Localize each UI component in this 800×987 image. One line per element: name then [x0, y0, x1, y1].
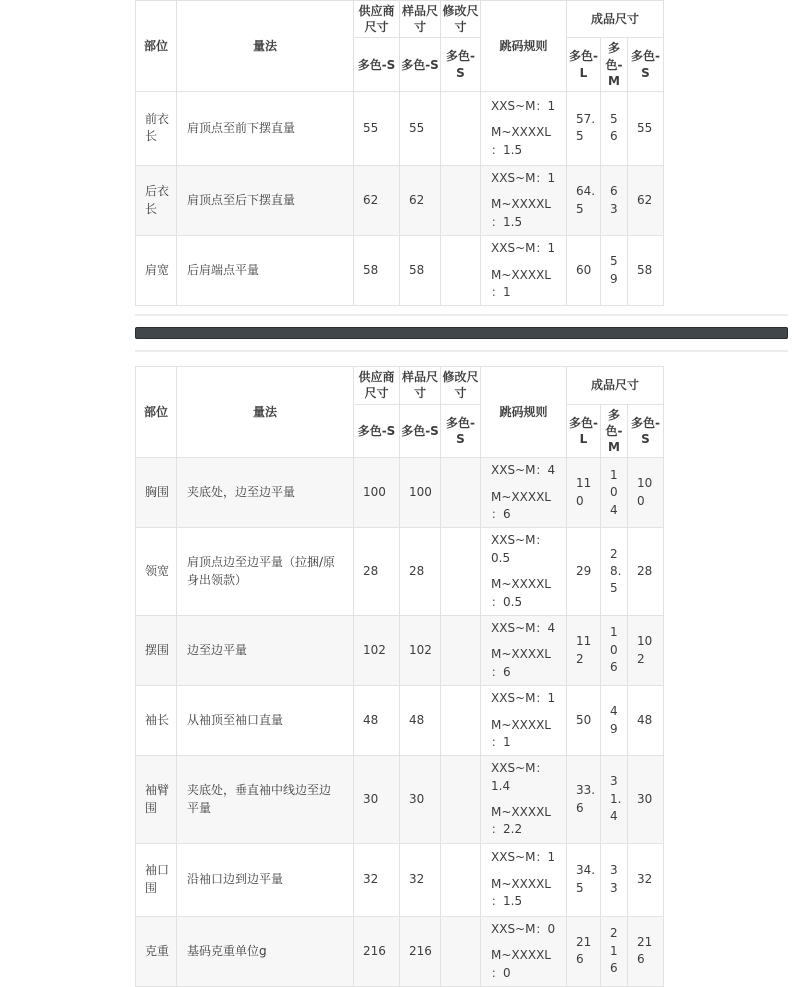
table-row	[136, 615, 664, 685]
subheader-finished-color-l: 多色-L	[567, 404, 601, 458]
subheader-sample-color-s: 多色-S	[400, 404, 441, 458]
finished-size-l-cell: 112	[567, 615, 601, 685]
finished-size-l-cell: 33.6	[567, 756, 601, 844]
finished-size-l-cell: 110	[567, 458, 601, 528]
header-supplier-size: 供应商尺寸	[354, 367, 400, 404]
grading-rule-cell	[481, 458, 567, 528]
finished-size-l-cell: 29	[567, 528, 601, 616]
modify-size-cell	[441, 528, 481, 616]
grading-rule-cell	[481, 916, 567, 986]
modify-size-cell	[441, 916, 481, 986]
measurement-table-bottom	[135, 366, 664, 987]
supplier-size-cell: 58	[354, 236, 400, 306]
sample-size-cell: 28	[400, 528, 441, 616]
subheader-sample-color-s: 多色-S	[400, 38, 441, 92]
modify-size-cell	[441, 236, 481, 306]
table-row	[136, 91, 664, 165]
rule-line: M~XXXXL：1	[491, 717, 551, 749]
finished-size-m-cell: 216	[601, 916, 628, 986]
table-row	[136, 236, 664, 306]
finished-size-s-cell: 30	[628, 756, 664, 844]
grading-rule-cell	[481, 615, 567, 685]
modify-size-cell	[441, 165, 481, 235]
table-row	[136, 686, 664, 756]
supplier-size-cell: 102	[354, 615, 400, 685]
table-header	[136, 367, 664, 458]
finished-size-l-cell: 216	[567, 916, 601, 986]
sample-size-cell: 30	[400, 756, 441, 844]
sample-size-cell: 32	[400, 843, 441, 916]
table-separator	[135, 314, 788, 352]
rule-line: M~XXXXL：0	[491, 948, 551, 980]
rule-line: XXS~M：1	[491, 98, 556, 113]
subheader-modify-color-s: 多色-S	[441, 38, 481, 92]
table-row	[136, 916, 664, 986]
table-row	[136, 843, 664, 916]
part-cell: 袖长	[136, 686, 177, 756]
measure-cell: 沿袖口边到边平量	[177, 843, 354, 916]
supplier-size-cell: 100	[354, 458, 400, 528]
rule-line: M~XXXXL：6	[491, 489, 551, 521]
measure-cell: 夹底处，边至边平量	[177, 458, 354, 528]
measure-cell: 后肩端点平量	[177, 236, 354, 306]
rule-line: XXS~M：1	[491, 241, 556, 256]
supplier-size-cell: 28	[354, 528, 400, 616]
part-cell: 克重	[136, 916, 177, 986]
header-measure: 量法	[177, 367, 354, 458]
subheader-finished-color-s: 多色-S	[628, 38, 664, 92]
rule-line: XXS~M：1	[491, 691, 556, 706]
header-part: 部位	[136, 367, 177, 458]
sample-size-cell: 100	[400, 458, 441, 528]
measure-cell: 从袖顶至袖口直量	[177, 686, 354, 756]
finished-size-s-cell: 100	[628, 458, 664, 528]
finished-size-m-cell: 33	[601, 843, 628, 916]
finished-size-s-cell: 28	[628, 528, 664, 616]
finished-size-s-cell: 58	[628, 236, 664, 306]
rule-line: M~XXXXL：2.2	[491, 805, 551, 837]
part-cell: 前衣长	[136, 91, 177, 165]
grading-rule-cell	[481, 843, 567, 916]
modify-size-cell	[441, 91, 481, 165]
measure-cell: 夹底处，垂直袖中线边至边平量	[177, 756, 354, 844]
part-cell: 胸围	[136, 458, 177, 528]
finished-size-m-cell: 28.5	[601, 528, 628, 616]
rule-line: M~XXXXL：1.5	[491, 197, 551, 229]
grading-rule-cell	[481, 528, 567, 616]
sample-size-cell: 102	[400, 615, 441, 685]
finished-size-m-cell: 106	[601, 615, 628, 685]
modify-size-cell	[441, 686, 481, 756]
part-cell: 肩宽	[136, 236, 177, 306]
finished-size-l-cell: 60	[567, 236, 601, 306]
grading-rule-cell	[481, 165, 567, 235]
rule-line: M~XXXXL：1	[491, 267, 551, 299]
measure-cell: 边至边平量	[177, 615, 354, 685]
rule-line: XXS~M：1.4	[491, 761, 548, 793]
finished-size-m-cell: 56	[601, 91, 628, 165]
rule-line: XXS~M：0	[491, 921, 556, 936]
finished-size-s-cell: 102	[628, 615, 664, 685]
header-supplier-size: 供应商尺寸	[354, 1, 400, 38]
part-cell: 领宽	[136, 528, 177, 616]
subheader-finished-color-s: 多色-S	[628, 404, 664, 458]
grading-rule-cell	[481, 236, 567, 306]
sample-size-cell: 48	[400, 686, 441, 756]
header-sample-size: 样品尺寸	[400, 1, 441, 38]
subheader-finished-color-l: 多色-L	[567, 38, 601, 92]
table-header	[136, 1, 664, 92]
header-grading-rule: 跳码规则	[481, 1, 567, 92]
finished-size-s-cell: 48	[628, 686, 664, 756]
scroll-track-line	[135, 314, 788, 316]
finished-size-m-cell: 49	[601, 686, 628, 756]
header-sample-size: 样品尺寸	[400, 367, 441, 404]
finished-size-m-cell: 63	[601, 165, 628, 235]
part-cell: 摆围	[136, 615, 177, 685]
measure-cell: 肩顶点至前下摆直量	[177, 91, 354, 165]
subheader-supplier-color-s: 多色-S	[354, 404, 400, 458]
finished-size-l-cell: 64.5	[567, 165, 601, 235]
header-grading-rule: 跳码规则	[481, 367, 567, 458]
sample-size-cell: 62	[400, 165, 441, 235]
finished-size-s-cell: 62	[628, 165, 664, 235]
part-cell: 后衣长	[136, 165, 177, 235]
table-row	[136, 165, 664, 235]
subheader-supplier-color-s: 多色-S	[354, 38, 400, 92]
measure-cell: 基码克重单位g	[177, 916, 354, 986]
header-finished-size: 成品尺寸	[567, 367, 664, 404]
sample-size-cell: 55	[400, 91, 441, 165]
rule-line: XXS~M：4	[491, 463, 556, 478]
rule-line: XXS~M：0.5	[491, 533, 548, 565]
header-modify-size: 修改尺寸	[441, 1, 481, 38]
subheader-finished-color-m: 多色-M	[601, 38, 628, 92]
finished-size-s-cell: 32	[628, 843, 664, 916]
grading-rule-cell	[481, 686, 567, 756]
rule-line: XXS~M：4	[491, 620, 556, 635]
subheader-modify-color-s: 多色-S	[441, 404, 481, 458]
finished-size-l-cell: 34.5	[567, 843, 601, 916]
header-finished-size: 成品尺寸	[567, 1, 664, 38]
supplier-size-cell: 62	[354, 165, 400, 235]
finished-size-l-cell: 50	[567, 686, 601, 756]
sample-size-cell: 216	[400, 916, 441, 986]
sample-size-cell: 58	[400, 236, 441, 306]
part-cell: 袖口围	[136, 843, 177, 916]
part-cell: 袖臂围	[136, 756, 177, 844]
supplier-size-cell: 55	[354, 91, 400, 165]
modify-size-cell	[441, 615, 481, 685]
supplier-size-cell: 32	[354, 843, 400, 916]
table-row	[136, 528, 664, 616]
rule-line: XXS~M：1	[491, 850, 556, 865]
finished-size-s-cell: 55	[628, 91, 664, 165]
supplier-size-cell: 30	[354, 756, 400, 844]
scroll-track-line	[135, 350, 788, 352]
rule-line: M~XXXXL：0.5	[491, 577, 551, 609]
rule-line: M~XXXXL：6	[491, 647, 551, 679]
finished-size-s-cell: 216	[628, 916, 664, 986]
subheader-finished-color-m: 多色-M	[601, 404, 628, 458]
measure-cell: 肩顶点边至边平量（拉捆/原身出领款）	[177, 528, 354, 616]
header-modify-size: 修改尺寸	[441, 367, 481, 404]
supplier-size-cell: 216	[354, 916, 400, 986]
finished-size-m-cell: 104	[601, 458, 628, 528]
header-measure: 量法	[177, 1, 354, 92]
finished-size-m-cell: 59	[601, 236, 628, 306]
horizontal-scrollbar-thumb[interactable]	[135, 327, 788, 339]
finished-size-m-cell: 31.4	[601, 756, 628, 844]
table-row	[136, 458, 664, 528]
finished-size-l-cell: 57.5	[567, 91, 601, 165]
rule-line: M~XXXXL：1.5	[491, 876, 551, 909]
supplier-size-cell: 48	[354, 686, 400, 756]
measurement-table-top	[135, 0, 664, 306]
measure-cell: 肩顶点至后下摆直量	[177, 165, 354, 235]
grading-rule-cell	[481, 91, 567, 165]
modify-size-cell	[441, 458, 481, 528]
modify-size-cell	[441, 843, 481, 916]
rule-line: M~XXXXL：1.5	[491, 125, 551, 157]
header-part: 部位	[136, 1, 177, 92]
rule-line: XXS~M：1	[491, 170, 556, 185]
